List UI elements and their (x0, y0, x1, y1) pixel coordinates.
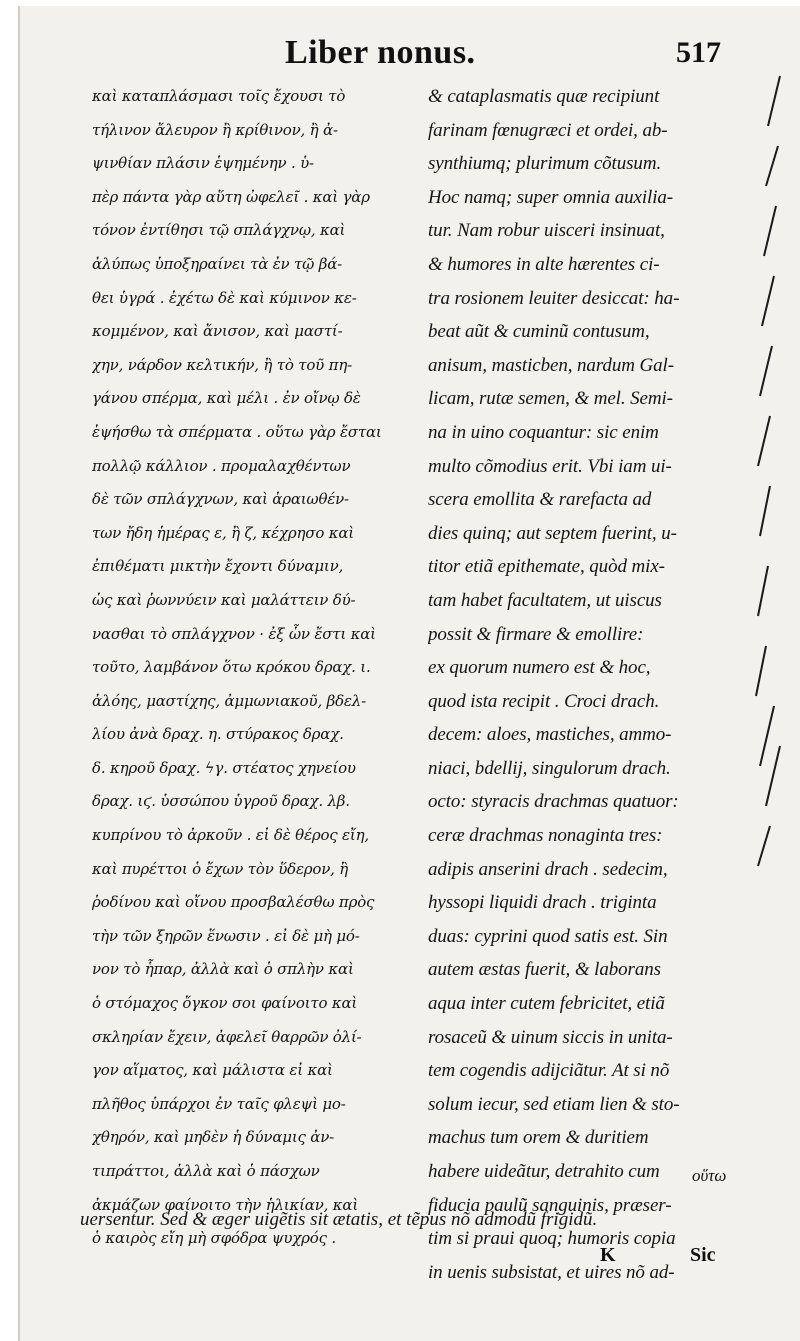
margin-stroke (762, 276, 774, 326)
margin-stroke (760, 486, 770, 536)
latin-text-line: na in uino coquantur: sic enim (428, 421, 659, 443)
latin-text-line: ex quorum numero est & hoc, (428, 657, 651, 679)
margin-stroke (758, 416, 770, 466)
margin-annotation-strokes (740, 66, 800, 1066)
greek-text-line: γον αἵματος, καὶ μάλιστα εἰ καὶ (92, 1061, 333, 1080)
greek-text-line: θει ὑγρά . ἐχέτω δὲ καὶ κύμινον κε- (92, 288, 357, 307)
greek-text-line: σκληρίαν ἔχειν, ἀφελεῖ θαρρῶν ὀλί- (92, 1027, 362, 1046)
greek-text-line: ἀκμάζων φαίνοιτο τὴν ἡλικίαν, καὶ (92, 1195, 359, 1214)
latin-text-line: autem æstas fuerit, & laborans (428, 959, 661, 981)
greek-text-line: τοῦτο, λαμβάνον ὅτω κρόκου δραχ. ι. (92, 658, 371, 677)
greek-text-line: χθηρόν, καὶ μηδὲν ἡ δύναμις ἀν- (92, 1128, 334, 1147)
next-page-catchword: Sic (690, 1244, 716, 1266)
latin-text-line: Hoc namq; super omnia auxilia- (428, 186, 674, 208)
greek-text-line: δ. κηροῦ δραχ. ϟγ. στέατος χηνείου (92, 758, 356, 777)
margin-stroke (764, 206, 776, 256)
margin-stroke (768, 76, 780, 126)
greek-text-line: τὴν τῶν ξηρῶν ἕνωσιν . εἰ δὲ μὴ μό- (92, 926, 360, 945)
page-number: 517 (676, 36, 721, 69)
latin-text-line: tam habet facultatem, ut uiscus (428, 589, 662, 611)
latin-text-line: scera emollita & rarefacta ad (428, 489, 652, 511)
latin-text-line: anisum, masticben, nardum Gal- (428, 354, 674, 376)
latin-text-line: synthiumq; plurimum cõtusum. (428, 153, 662, 175)
greek-text-line: πολλῷ κάλλιον . προμαλαχθέντων (92, 456, 351, 475)
running-head (20, 34, 800, 74)
latin-text-line: tra rosionem leuiter desiccat: ha- (428, 287, 680, 309)
greek-text-line: καὶ καταπλάσμασι τοῖς ἔχουσι τὸ (92, 87, 346, 105)
greek-text-line: κυπρίνου τὸ ἀρκοῦν . εἰ δὲ θέρος εἴη, (92, 826, 369, 845)
latin-text-line: multo cõmodius erit. Vbi iam ui- (428, 455, 672, 477)
margin-stroke (756, 646, 766, 696)
latin-text-line: ceræ drachmas nonaginta tres: (428, 825, 663, 847)
greek-text-line: νον τὸ ἧπαρ, ἀλλὰ καὶ ὁ σπλὴν καὶ (92, 960, 354, 979)
latin-text-line: licam, rutæ semen, & mel. Semi- (428, 388, 673, 410)
greek-text-line: νασθαι τὸ σπλάγχνον · ἐξ ὧν ἔστι καὶ (92, 624, 376, 643)
latin-text-line: quod ista recipit . Croci drach. (428, 690, 660, 712)
greek-text-line: ὁ καιρὸς εἴη μὴ σφόδρα ψυχρός . (92, 1229, 336, 1248)
margin-stroke (758, 566, 768, 616)
latin-text-line: duas: cyprini quod satis est. Sin (428, 925, 668, 947)
greek-text-line: χην, νάρδον κελτικήν, ἢ τὸ τοῦ πη- (92, 355, 352, 374)
greek-text-line: κομμένον, καὶ ἄνισον, καὶ μαστί- (92, 322, 343, 341)
latin-text-line: tem cogendis adijciãtur. At si nõ (428, 1060, 670, 1082)
signature-mark: K (600, 1244, 616, 1266)
greek-text-line: των ἤδη ἡμέρας ε, ἢ ζ, κέχρησο καὶ (92, 523, 354, 542)
margin-stroke (760, 346, 772, 396)
book-page (18, 6, 800, 1341)
greek-text-line: λίου ἀνὰ δραχ. η. στύρακος δραχ. (92, 725, 344, 744)
latin-text-line: decem: aloes, mastiches, ammo- (428, 724, 672, 746)
greek-text-line: πλῆθος ὑπάρχοι ἐν ταῖς φλεψὶ μο- (92, 1094, 346, 1113)
latin-text-line: in uenis subsistat, et uires nõ ad- (428, 1261, 675, 1283)
greek-text-line: ἐπιθέματι μικτὴν ἔχοντι δύναμιν, (92, 557, 344, 576)
latin-text-line: & humores in alte hærentes ci- (428, 253, 660, 275)
greek-text-line: τόνον ἐντίθησι τῷ σπλάγχνῳ, καὶ (92, 221, 346, 240)
latin-text-line: rosaceũ & uinum siccis in unita- (428, 1026, 673, 1048)
margin-stroke (758, 826, 770, 866)
greek-text-line: τιπράττοι, ἀλλὰ καὶ ὁ πάσχων (92, 1162, 320, 1180)
latin-text-line: possit & firmare & emollire: (428, 623, 644, 645)
latin-text-line: fiducia paulũ sanguinis, præser- (428, 1194, 672, 1216)
greek-text-line: ῥοδίνου καὶ οἴνου προσβαλέσθω πρὸς (92, 893, 375, 912)
latin-text-line: farinam fœnugræci et ordei, ab- (428, 119, 668, 141)
margin-stroke (766, 146, 778, 186)
margin-stroke (760, 706, 774, 766)
greek-text-line: ὡς καὶ ῥωννύειν καὶ μαλάττειν δύ- (92, 590, 356, 609)
latin-column (428, 80, 748, 1289)
page-title: Liber nonus. (285, 34, 476, 71)
greek-text-line: καὶ πυρέττοι ὁ ἔχων τὸν ὕδερον, ἢ (92, 859, 349, 878)
greek-text-line: γάνου σπέρμα, καὶ μέλι . ἐν οἴνῳ δὲ (92, 389, 361, 408)
latin-text-line: octo: styracis drachmas quatuor: (428, 791, 679, 813)
latin-text-line: dies quinq; aut septem fuerint, u- (428, 522, 677, 544)
latin-text-line: tur. Nam robur uisceri insinuat, (428, 220, 665, 242)
greek-text-line: ἀλόης, μαστίχης, ἀμμωνιακοῦ, βδελ- (92, 691, 366, 710)
latin-text-line: tim si praui quoq; humoris copia (428, 1228, 676, 1250)
latin-text-line: solum iecur, sed etiam lien & sto- (428, 1093, 680, 1115)
latin-text-line: adipis anserini drach . sedecim, (428, 858, 668, 880)
greek-catchword: οὕτω (692, 1166, 727, 1185)
latin-text-line: titor etiã epithemate, quòd mix- (428, 556, 665, 578)
greek-text-line: ψινθίαν πλάσιν ἑψημένην . ὑ- (92, 154, 314, 173)
latin-text-line: & cataplasmatis quæ recipiunt (428, 86, 660, 107)
greek-column (92, 80, 416, 1256)
greek-text-line: πὲρ πάντα γὰρ αὕτη ὠφελεῖ . καὶ γὰρ (92, 187, 370, 206)
latin-text-line: aqua inter cutem febricitet, etiã (428, 993, 665, 1015)
latin-text-line: niaci, bdellij, singulorum drach. (428, 757, 671, 779)
greek-text-line: δὲ τῶν σπλάγχνων, καὶ ἀραιωθέν- (92, 490, 349, 509)
margin-stroke (766, 746, 780, 806)
greek-text-line: ἑψήσθω τὰ σπέρματα . οὕτω γὰρ ἔσται (92, 422, 382, 441)
greek-text-line: δραχ. ιϛ. ὑσσώπου ὑγροῦ δραχ. λβ. (92, 792, 350, 811)
latin-text-line: habere uideãtur, detrahito cum (428, 1161, 660, 1182)
closing-line: uersentur. Sed & æger uigẽtis sit ætatis, et tẽpus nõ admodũ frigidũ. (80, 1209, 598, 1230)
latin-text-line: machus tum orem & duritiem (428, 1127, 649, 1149)
latin-text-line: hyssopi liquidi drach . triginta (428, 892, 657, 914)
greek-text-line: τήλινον ἄλευρον ἢ κρίθινον, ἢ ἀ- (92, 120, 338, 139)
greek-text-line: ὁ στόμαχος ὄγκον σοι φαίνοιτο καὶ (92, 994, 358, 1013)
latin-text-line: beat aũt & cuminũ contusum, (428, 321, 650, 343)
greek-text-line: ἀλύπως ὑποξηραίνει τὰ ἐν τῷ βά- (92, 254, 343, 273)
